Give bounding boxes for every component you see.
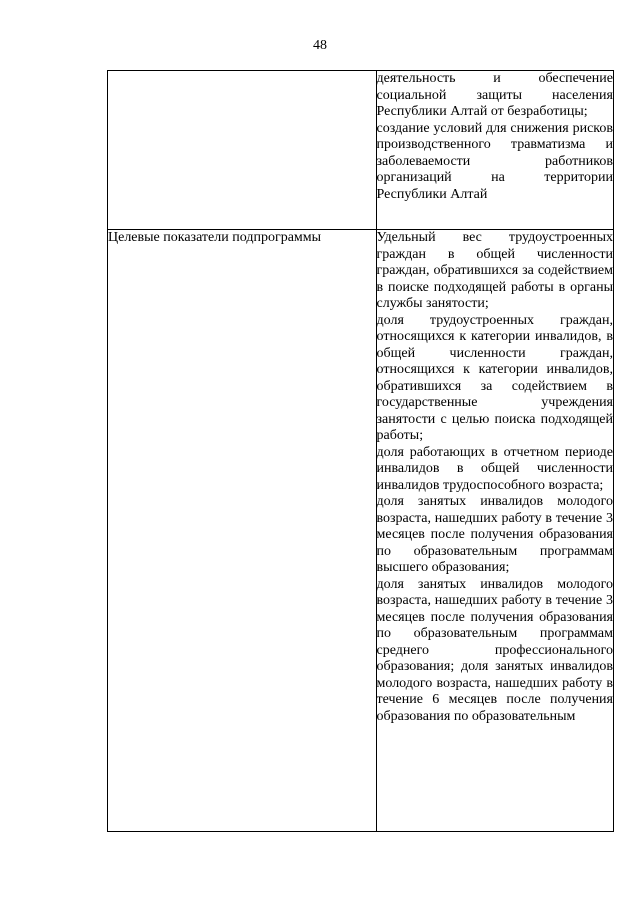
content-paragraph: доля занятых инвалидов молодого возраста, нашедших работу в течение 3 месяцев после получения образования по образовательным программам среднего профессионального образования; доля занятых инвалидов молодого возраста, нашедших работу в течение 6 месяцев после получения образования по образовательным [376,576,613,724]
row-content-cell [376,71,613,230]
table-row [108,71,614,230]
content-paragraph: Удельный вес трудоустроенных граждан в общей численности граждан, обратившихся за содействием в поиске подходящей работы в органы службы занятости; [376,230,613,311]
row-content-cell [376,230,613,832]
content-paragraph: создание условий для снижения рисков производственного травматизма и заболеваемости работников организаций на территории Республики Алтай [376,120,613,202]
content-paragraph: деятельность и обеспечение социальной защиты населения Республики Алтай от безработицы; [376,71,613,119]
content-paragraph: доля трудоустроенных граждан, относящихся к категории инвалидов, в общей численности граждан, относящихся к категории инвалидов, обратившихся за содействием в государственные учреждения занятости с целью поиска подходящей работы; [376,312,613,443]
passport-table [107,70,614,832]
page-number: 48 [313,38,327,53]
table-row [108,230,614,832]
content-paragraph: доля занятых инвалидов молодого возраста, нашедших работу в течение 3 месяцев после получения образования по образовательным программам высшего образования; [376,494,613,575]
content-paragraph: доля работающих в отчетном периоде инвалидов в общей численности инвалидов трудоспособного возраста; [376,444,613,493]
row-label-cell [108,71,377,230]
row-label-cell: Целевые показатели подпрограммы [108,230,377,832]
